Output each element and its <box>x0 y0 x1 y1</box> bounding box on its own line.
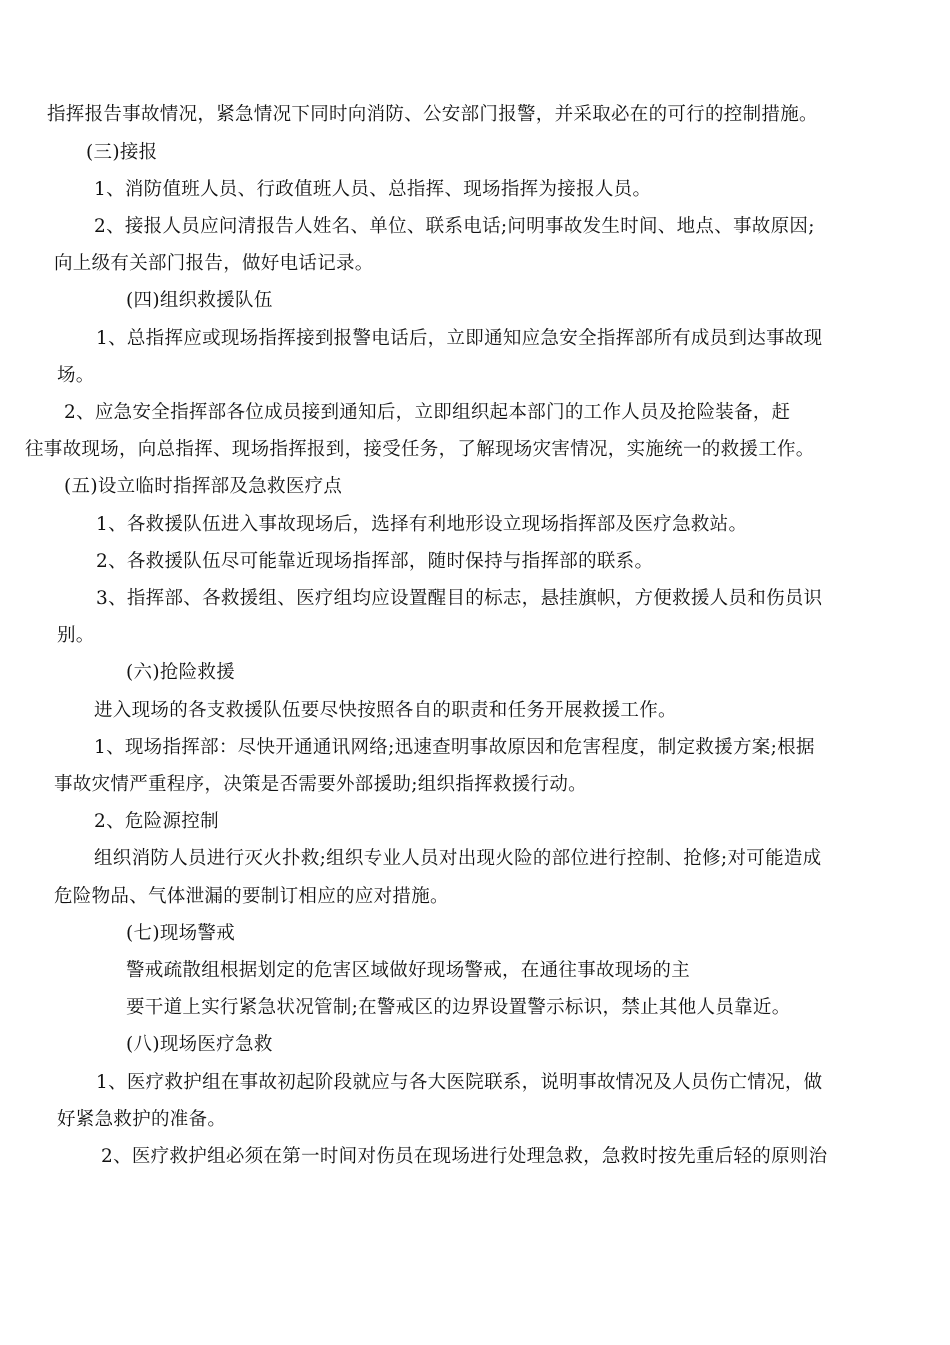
section-heading-7: (七)现场警戒 <box>126 923 236 944</box>
section-heading-6: (六)抢险救援 <box>126 662 236 683</box>
paragraph-line: 指挥报告事故情况，紧急情况下同时向消防、公安部门报警，并采取必在的可行的控制措施。 <box>47 104 818 125</box>
paragraph-line: 3、指挥部、各救援组、医疗组均应设置醒目的标志，悬挂旗帜，方便救援人员和伤员识 <box>96 588 823 609</box>
paragraph-line: 2、医疗救护组必须在第一时间对伤员在现场进行处理急救，急救时按先重后轻的原则治 <box>101 1146 828 1167</box>
subsection-heading: 2、危险源控制 <box>94 811 219 832</box>
paragraph-line: 1、医疗救护组在事故初起阶段就应与各大医院联系，说明事故情况及人员伤亡情况，做 <box>96 1072 823 1093</box>
section-heading-3: (三)接报 <box>86 142 158 163</box>
paragraph-line: 别。 <box>57 625 95 646</box>
paragraph-line: 2、应急安全指挥部各位成员接到通知后，立即组织起本部门的工作人员及抢险装备，赶 <box>64 402 791 423</box>
paragraph-line: 场。 <box>57 365 95 386</box>
paragraph-line: 进入现场的各支救援队伍要尽快按照各自的职责和任务开展救援工作。 <box>94 700 677 721</box>
paragraph-line: 向上级有关部门报告，做好电话记录。 <box>54 253 374 274</box>
paragraph-line: 往事故现场，向总指挥、现场指挥报到，接受任务，了解现场灾害情况，实施统一的救援工作。 <box>25 439 815 460</box>
paragraph-line: 危险物品、气体泄漏的要制订相应的应对措施。 <box>54 886 449 907</box>
section-heading-4: (四)组织救援队伍 <box>126 290 273 311</box>
paragraph-line: 组织消防人员进行灭火扑救;组织专业人员对出现火险的部位进行控制、抢修;对可能造成 <box>94 848 822 869</box>
paragraph-line: 1、总指挥应或现场指挥接到报警电话后，立即通知应急安全指挥部所有成员到达事故现 <box>96 328 823 349</box>
paragraph-line: 1、消防值班人员、行政值班人员、总指挥、现场指挥为接报人员。 <box>94 179 652 200</box>
paragraph-line: 1、现场指挥部：尽快开通通讯网络;迅速查明事故原因和危害程度，制定救援方案;根据 <box>94 737 815 758</box>
section-heading-5: (五)设立临时指挥部及急救医疗点 <box>64 476 343 497</box>
paragraph-line: 2、接报人员应问清报告人姓名、单位、联系电话;问明事故发生时间、地点、事故原因; <box>94 216 815 237</box>
paragraph-line: 要干道上实行紧急状况管制;在警戒区的边界设置警示标识，禁止其他人员靠近。 <box>126 997 791 1018</box>
paragraph-line: 1、各救援队伍进入事故现场后，选择有利地形设立现场指挥部及医疗急救站。 <box>96 514 748 535</box>
paragraph-line: 2、各救援队伍尽可能靠近现场指挥部，随时保持与指挥部的联系。 <box>96 551 654 572</box>
paragraph-line: 事故灾情严重程序，决策是否需要外部援助;组织指挥救援行动。 <box>54 774 587 795</box>
paragraph-line: 警戒疏散组根据划定的危害区域做好现场警戒，在通往事故现场的主 <box>126 960 691 981</box>
section-heading-8: (八)现场医疗急救 <box>126 1034 273 1055</box>
paragraph-line: 好紧急救护的准备。 <box>57 1109 227 1130</box>
